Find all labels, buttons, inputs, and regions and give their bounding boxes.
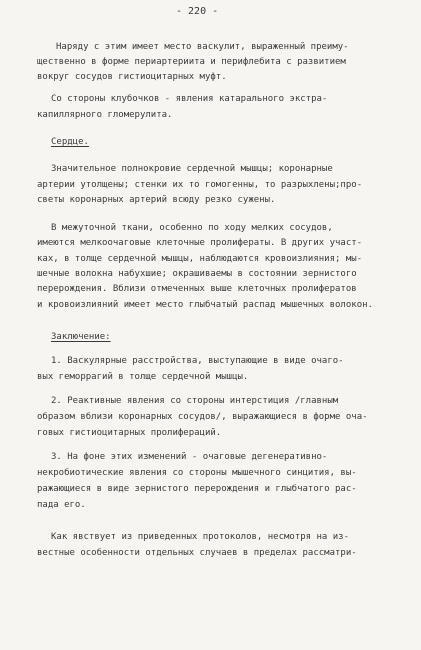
text-line: Со стороны клубочков - явления катарального экстра- bbox=[51, 94, 328, 104]
text-line: имеются мелкоочаговые клеточные пролифераты. В других участ- bbox=[37, 238, 363, 248]
text-line: щественно в форме периартериита и перифлебита с развитием bbox=[37, 57, 346, 67]
text-line: вестные особенности отдельных случаев в пределах рассматри- bbox=[37, 548, 357, 558]
text-line: 3. На фоне этих изменений - очаговые дегенеративно- bbox=[51, 452, 328, 462]
text-line: 1. Васкулярные расстройства, выступающие в виде очаго- bbox=[51, 356, 344, 366]
section-heading-heart: Сердце. bbox=[51, 137, 89, 147]
section-heading-conclusion: Заключение: bbox=[51, 332, 111, 342]
text-line: 2. Реактивные явления со стороны интерстиция /главным bbox=[51, 396, 339, 406]
text-line: капиллярного гломерулита. bbox=[37, 110, 173, 120]
text-line: ках, в толще сердечной мышцы, наблюдаются кровоизлияния; мы- bbox=[37, 254, 363, 264]
text-line: артерии утолщены; стенки их то гомогенны, то разрыхлены;про- bbox=[37, 180, 363, 190]
text-line: вокруг сосудов гистиоцитарных муфт. bbox=[37, 72, 227, 82]
text-line: пада его. bbox=[37, 500, 86, 510]
text-line: и кровоизлияний имеет место глыбчатый распад мышечных волокон. bbox=[37, 300, 373, 310]
text-line: Значительное полнокровие сердечной мышцы; коронарные bbox=[51, 164, 333, 174]
text-line: некробиотические явления со стороны мышечного синцития, вы- bbox=[37, 468, 357, 478]
text-line: говых гистиоцитарных пролифераций. bbox=[37, 428, 222, 438]
text-line: светы коронарных артерий всюду резко сужены. bbox=[37, 195, 276, 205]
page-number: - 220 - bbox=[176, 6, 219, 17]
text-line: перерождения. Вблизи отмеченных выше клеточных пролифератов bbox=[37, 284, 357, 294]
text-line: Наряду с этим имеет место васкулит, выраженный преиму- bbox=[56, 42, 349, 52]
text-line: Как явствует из приведенных протоколов, несмотря на из- bbox=[51, 532, 350, 542]
text-line: В межуточной ткани, особенно по ходу мелких сосудов, bbox=[51, 223, 333, 233]
text-line: шечные волокна набухшие; окрашиваемы в состоянии зернистого bbox=[37, 269, 357, 279]
text-line: ражающиеся в виде зернистого перерождения и глыбчатого рас- bbox=[37, 484, 357, 494]
text-line: образом вблизи коронарных сосудов/, выражающиеся в форме оча- bbox=[37, 412, 368, 422]
text-line: вых геморрагий в толще сердечной мышцы. bbox=[37, 372, 249, 382]
